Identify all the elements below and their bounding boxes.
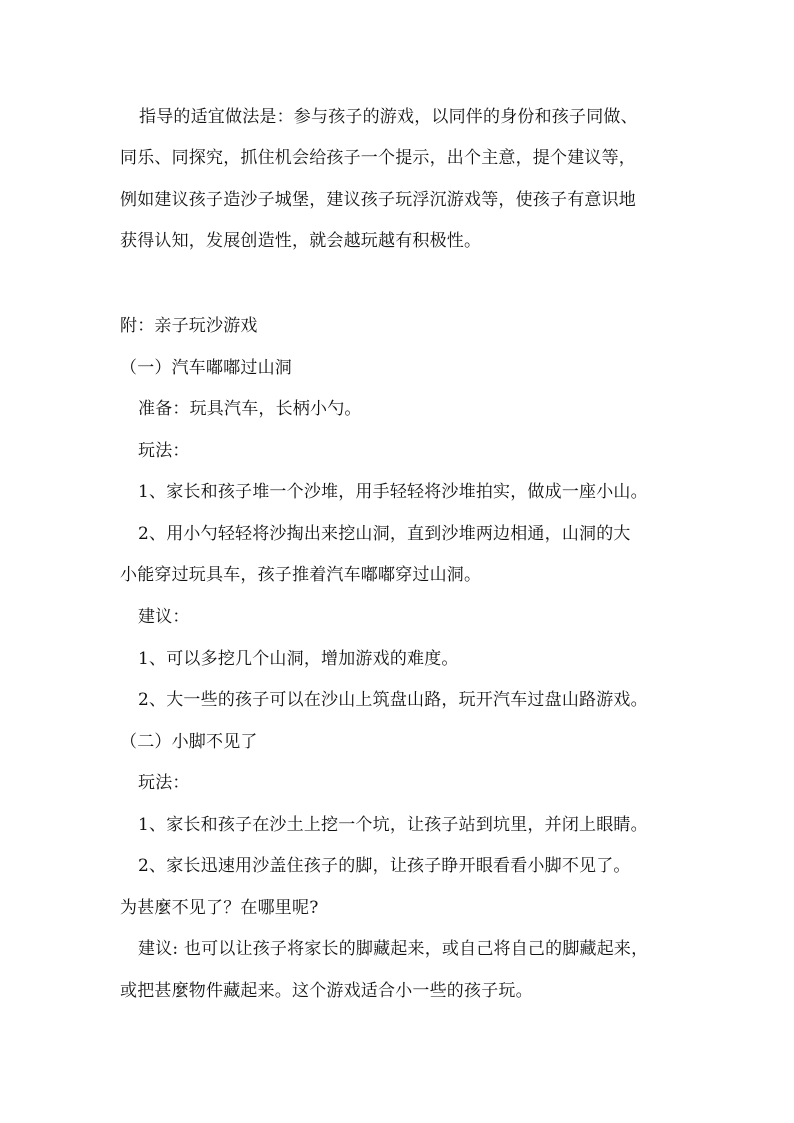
game1-prepare: 准备：玩具汽车，长柄小勺。 — [138, 399, 362, 419]
game2-play-label: 玩法： — [138, 773, 190, 793]
intro-line-3: 例如建议孩子造沙子城堡，建议孩子玩浮沉游戏等，使孩子有意识地 — [120, 190, 636, 210]
game1-suggestion-1: 1、可以多挖几个山洞，增加游戏的难度。 — [138, 649, 459, 669]
game1-step-2: 2、用小勺轻轻将沙掏出来挖山洞，直到沙堆两边相通，山洞的大 — [138, 524, 631, 544]
game1-step-1: 1、家长和孩子堆一个沙堆，用手轻轻将沙堆拍实，做成一座小山。 — [138, 482, 648, 502]
game2-step-1: 1、家长和孩子在沙土上挖一个坑，让孩子站到坑里，并闭上眼睛。 — [138, 815, 648, 835]
game1-title: （一）汽车嘟嘟过山洞 — [120, 358, 292, 378]
game2-title: （二）小脚不见了 — [120, 732, 258, 752]
intro-line-1: 指导的适宜做法是：参与孩子的游戏，以同伴的身份和孩子同做、 — [139, 107, 638, 127]
appendix-title: 附：亲子玩沙游戏 — [120, 316, 258, 336]
game2-suggestion-1: 建议: 也可以让孩子将家长的脚藏起来，或自己将自己的脚藏起来， — [138, 939, 649, 959]
game2-step-2: 2、家长迅速用沙盖住孩子的脚，让孩子睁开眼看看小脚不见了。 — [138, 856, 631, 876]
game1-play-label: 玩法： — [138, 441, 190, 461]
game2-step-2-cont: 为甚麼不见了？在哪里呢? — [120, 898, 319, 918]
game2-suggestion-2: 或把甚麼物件藏起来。这个游戏适合小一些的孩子玩。 — [120, 981, 533, 1001]
game1-step-2-cont: 小能穿过玩具车，孩子推着汽车嘟嘟穿过山洞。 — [120, 565, 482, 585]
intro-line-4: 获得认知，发展创造性，就会越玩越有积极性。 — [120, 231, 482, 251]
game1-suggest-label: 建议： — [138, 607, 190, 627]
intro-line-2: 同乐、同探究，抓住机会给孩子一个提示，出个主意，提个建议等， — [120, 148, 636, 168]
game1-suggestion-2: 2、大一些的孩子可以在沙山上筑盘山路，玩开汽车过盘山路游戏。 — [138, 690, 648, 710]
